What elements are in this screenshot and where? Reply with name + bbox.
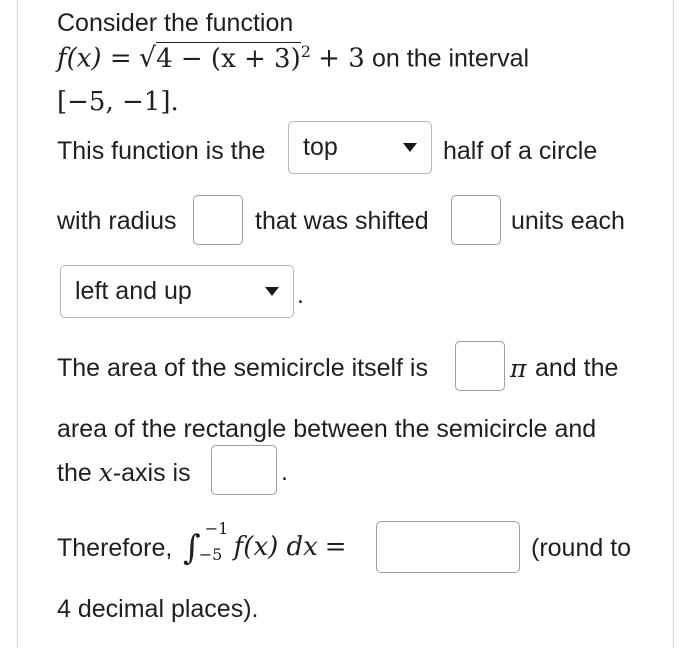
integral-sign: ∫ [183,528,201,568]
function-lhs: f(x) = [57,43,132,74]
area-line3-prefix: the [57,459,92,487]
line2-suffix: units each [511,207,625,235]
integral-answer-input[interactable] [376,521,520,573]
area-line3-mid: -axis is [112,459,191,487]
rectangle-area-input[interactable] [211,445,277,495]
lower-limit: −5 [198,545,223,565]
shift-input[interactable] [451,195,501,245]
integral-line2: 4 decimal places). [57,595,259,623]
sqrt-expression [139,44,311,72]
area-period: . [281,458,288,486]
direction-select-value: left and up [75,277,192,305]
area-suffix: and the [535,354,619,382]
radical-sign: √ [138,42,157,74]
equals-sign: = [324,532,347,562]
area-line2: area of the rectangle between the semicircle and [57,415,597,443]
function-suffix: on the interval [372,44,530,73]
x-variable: x [98,458,113,487]
intro-text: Consider the function [57,9,294,37]
direction-period: . [297,281,304,309]
radius-input[interactable] [193,195,243,245]
radicand: 4 − (x + 3) [156,43,301,74]
line1-prefix: This function is the [57,137,266,165]
area-prefix: The area of the semicircle itself is [57,354,428,382]
pi-symbol: π [510,354,527,383]
half-select[interactable] [288,121,432,174]
upper-limit: −1 [204,519,229,539]
chevron-down-icon [265,287,279,296]
function-definition [57,44,529,72]
direction-select[interactable] [60,265,294,318]
semicircle-area-input[interactable] [455,341,505,391]
integral-expression [183,519,347,568]
integral-limits [198,519,229,565]
line2-middle: that was shifted [255,207,429,235]
integral-prefix: Therefore, [57,534,173,562]
exponent: 2 [300,42,311,61]
integrand: f(x) dx [233,532,318,562]
area-line3 [57,460,191,486]
half-select-value: top [303,133,338,161]
chevron-down-icon [403,143,417,152]
function-tail: + 3 [318,43,365,74]
integral-suffix: (round to [531,534,632,562]
line2-prefix: with radius [57,207,177,235]
interval: [−5, −1]. [57,87,179,117]
line1-suffix: half of a circle [443,137,598,165]
